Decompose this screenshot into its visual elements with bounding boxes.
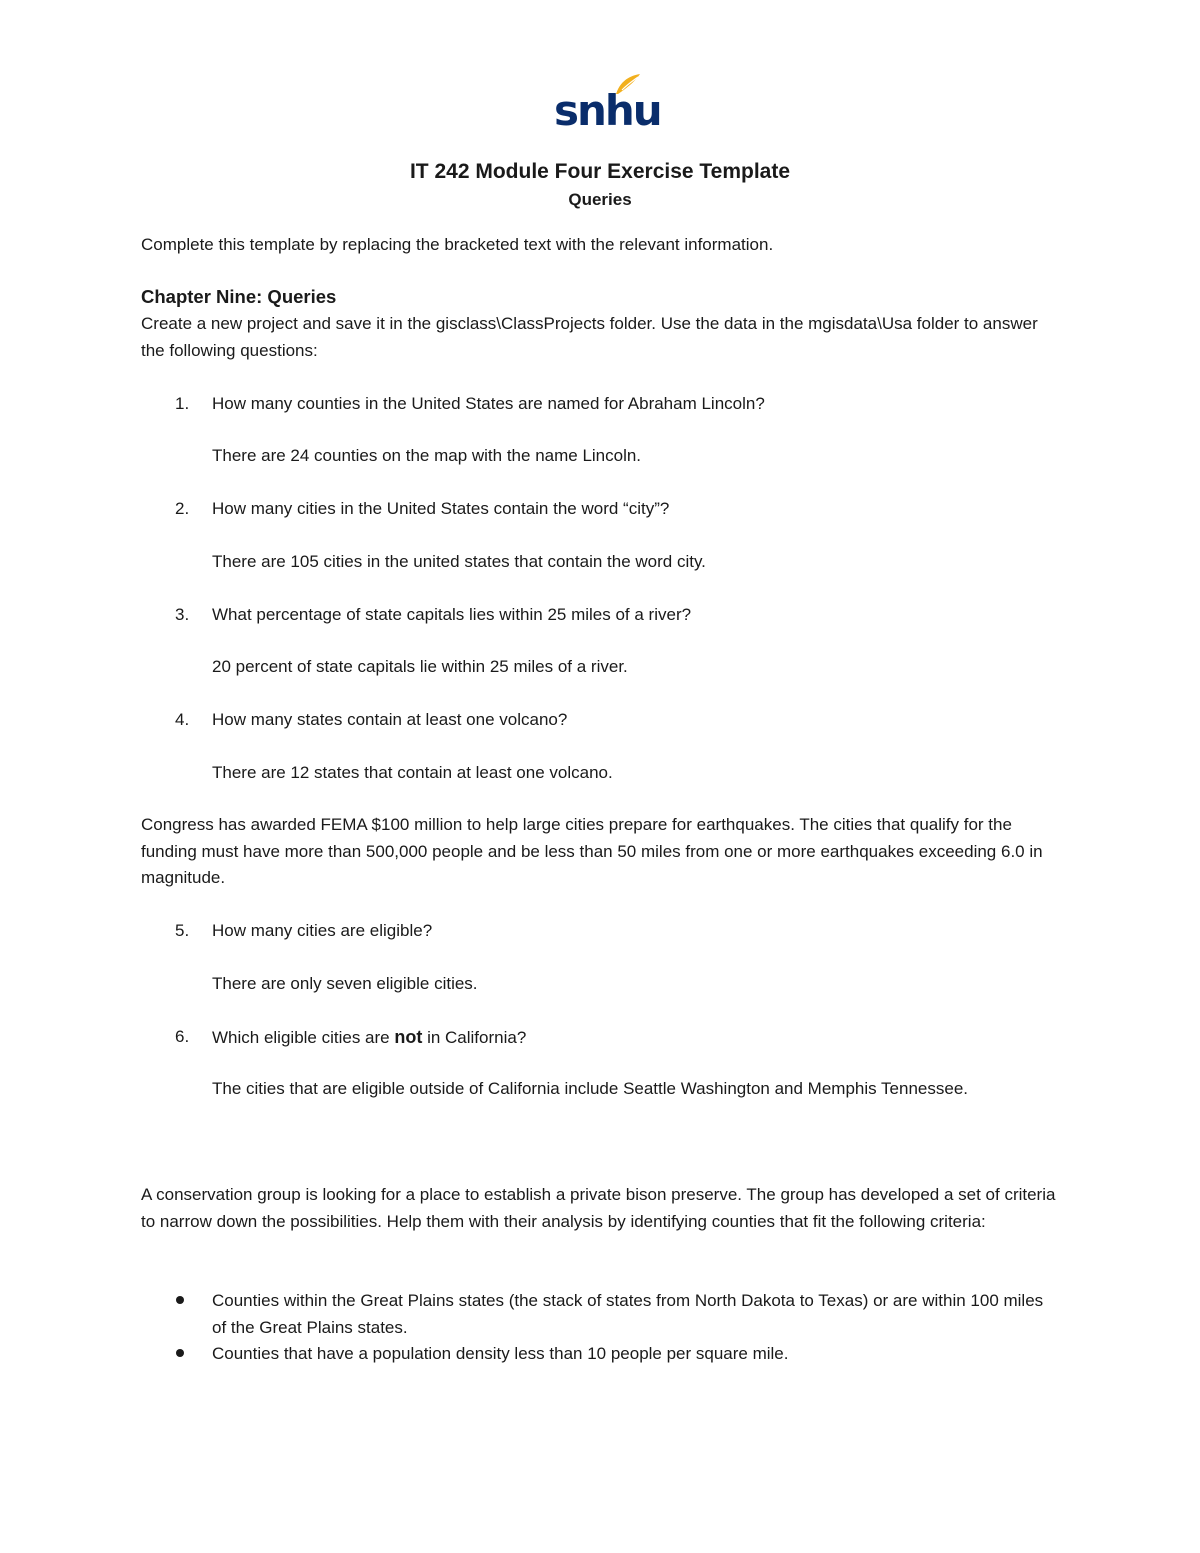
bison-paragraph: A conservation group is looking for a place to establish a private bison preserve. The group has developed a set of criteria to narrow down the possibilities. Help them with their analysis by identifying counties that fit the following criteria:	[141, 1185, 1056, 1231]
question-text: How many cities in the United States contain the word “city”?	[212, 499, 670, 518]
question-text: How many cities are eligible?	[212, 921, 433, 940]
question-text-part: in California?	[422, 1028, 527, 1047]
answer-text: 20 percent of state capitals lie within 25 miles of a river.	[212, 657, 628, 676]
question-number: 3.	[175, 605, 190, 624]
question-number: 1.	[175, 394, 190, 413]
question-text: How many states contain at least one volcano?	[212, 710, 568, 729]
answer-text: There are 24 counties on the map with the name Lincoln.	[212, 446, 642, 465]
emphasis-text: not	[394, 1027, 423, 1047]
question-text-part: Which eligible cities are	[212, 1028, 395, 1047]
page-title: IT 242 Module Four Exercise Template	[409, 160, 791, 183]
bullet-icon	[176, 1349, 184, 1357]
question-text: How many counties in the United States are named for Abraham Lincoln?	[212, 394, 765, 413]
bullet-icon	[176, 1296, 184, 1304]
chapter-heading: Chapter Nine: Queries	[141, 286, 337, 307]
page-subtitle: Queries	[568, 190, 632, 209]
question-text: What percentage of state capitals lies within 25 miles of a river?	[212, 605, 692, 624]
answer-text: There are only seven eligible cities.	[212, 974, 478, 993]
logo-wordmark: snhu	[554, 86, 661, 135]
answer-text: There are 12 states that contain at least one volcano.	[212, 763, 613, 782]
chapter-instructions: Create a new project and save it in the gisclass\ClassProjects folder. Use the data in the mgisdata\Usa folder to answer the following questions:	[141, 314, 1038, 360]
answer-text: There are 105 cities in the united states that contain the word city.	[212, 552, 706, 571]
question-text	[212, 1024, 1072, 1052]
question-number: 4.	[175, 710, 190, 729]
question-number: 5.	[175, 921, 190, 940]
bullet-item: Counties within the Great Plains states (the stack of states from North Dakota to Texas) or are within 100 miles of the Great Plains states.	[212, 1291, 1044, 1337]
fema-paragraph: Congress has awarded FEMA $100 million to help large cities prepare for earthquakes. The cities that qualify for the funding must have more than 500,000 people and be less than 50 miles from one or more earthquakes exceeding 6.0 in magnitude.	[141, 815, 1043, 887]
question-number: 2.	[175, 499, 190, 518]
intro-text: Complete this template by replacing the bracketed text with the relevant information.	[141, 235, 774, 254]
question-number: 6.	[175, 1027, 190, 1046]
answer-text: The cities that are eligible outside of California include Seattle Washington and Memphis Tennessee.	[212, 1079, 968, 1098]
snhu-logo	[554, 72, 661, 135]
bullet-item: Counties that have a population density less than 10 people per square mile.	[212, 1344, 789, 1363]
